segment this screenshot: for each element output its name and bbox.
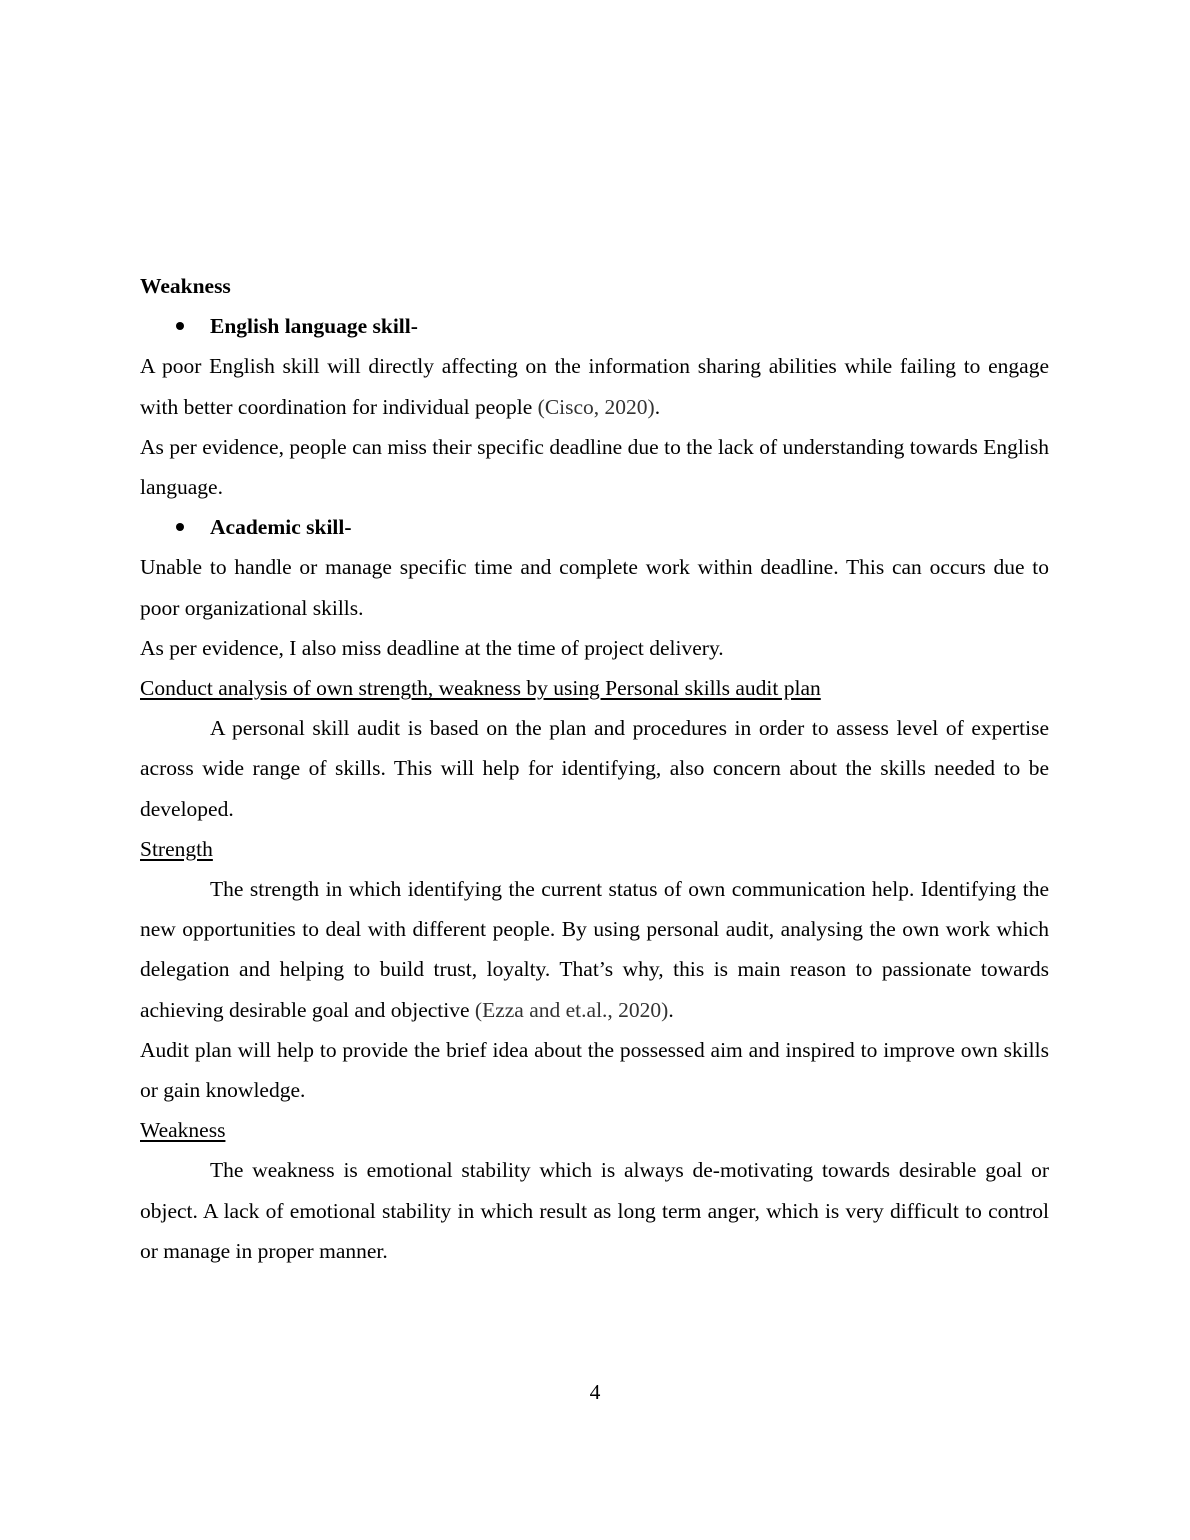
paragraph-english-1 <box>140 346 1049 426</box>
page-content <box>140 266 1049 1271</box>
subheading-strength <box>140 829 1049 869</box>
paragraph-english-1-text: A poor English skill will directly affecting on the information sharing abilities while failing to engage with better coordination for individual people <box>140 354 1049 419</box>
paragraph-academic-1: Unable to handle or manage specific time and complete work within deadline. This can occurs due to poor organizational skills. <box>140 555 1049 620</box>
paragraph-academic-2: As per evidence, I also miss deadline at the time of project delivery. <box>140 635 724 660</box>
paragraph-strength-2: Audit plan will help to provide the brief idea about the possessed aim and inspired to improve own skills or gain knowledge. <box>140 1037 1049 1103</box>
citation-ezza: (Ezza and et.al., 2020) <box>474 997 669 1022</box>
bullet-icon <box>176 523 184 531</box>
paragraph-weakness: The weakness is emotional stability which is always de-motivating towards desirable goal or object. A lack of emotional stability in which result as long term anger, which is very difficult to control or manage in proper manner. <box>140 1158 1049 1263</box>
subheading-weakness-text: Weakness <box>140 1118 226 1143</box>
bullet-item-english <box>140 306 1049 346</box>
subheading-strength-text: Strength <box>140 836 213 861</box>
paragraph-english-2: As per evidence, people can miss their specific deadline due to the lack of understanding towards English language. <box>140 434 1049 500</box>
paragraph-strength <box>140 869 1049 1030</box>
subheading-audit <box>140 668 1049 708</box>
bullet-icon <box>176 322 184 330</box>
paragraph-strength-end: . <box>668 997 674 1022</box>
paragraph-english-1-end: . <box>654 394 661 419</box>
bullet-label-english: English language skill- <box>210 314 418 339</box>
subheading-weakness <box>140 1110 1049 1150</box>
page-number: 4 <box>589 1380 601 1404</box>
citation-cisco: (Cisco, 2020) <box>537 394 655 419</box>
paragraph-strength-text: The strength in which identifying the current status of own communication help. Identifying the new opportunities to deal with different people. By using personal audit, analysing the own work which delegation and helping to build trust, loyalty. That’s why, this is main reason to passionate towards achieving desirable goal and objective <box>140 877 1049 1022</box>
bullet-item-academic <box>140 507 1049 547</box>
subheading-audit-text: Conduct analysis of own strength, weakness by using Personal skills audit plan <box>140 676 821 701</box>
heading-weakness: Weakness <box>140 274 231 298</box>
bullet-label-academic: Academic skill- <box>210 515 352 540</box>
paragraph-audit: A personal skill audit is based on the plan and procedures in order to assess level of expertise across wide range of skills. This will help for identifying, also concern about the skills needed to be developed. <box>140 716 1049 821</box>
